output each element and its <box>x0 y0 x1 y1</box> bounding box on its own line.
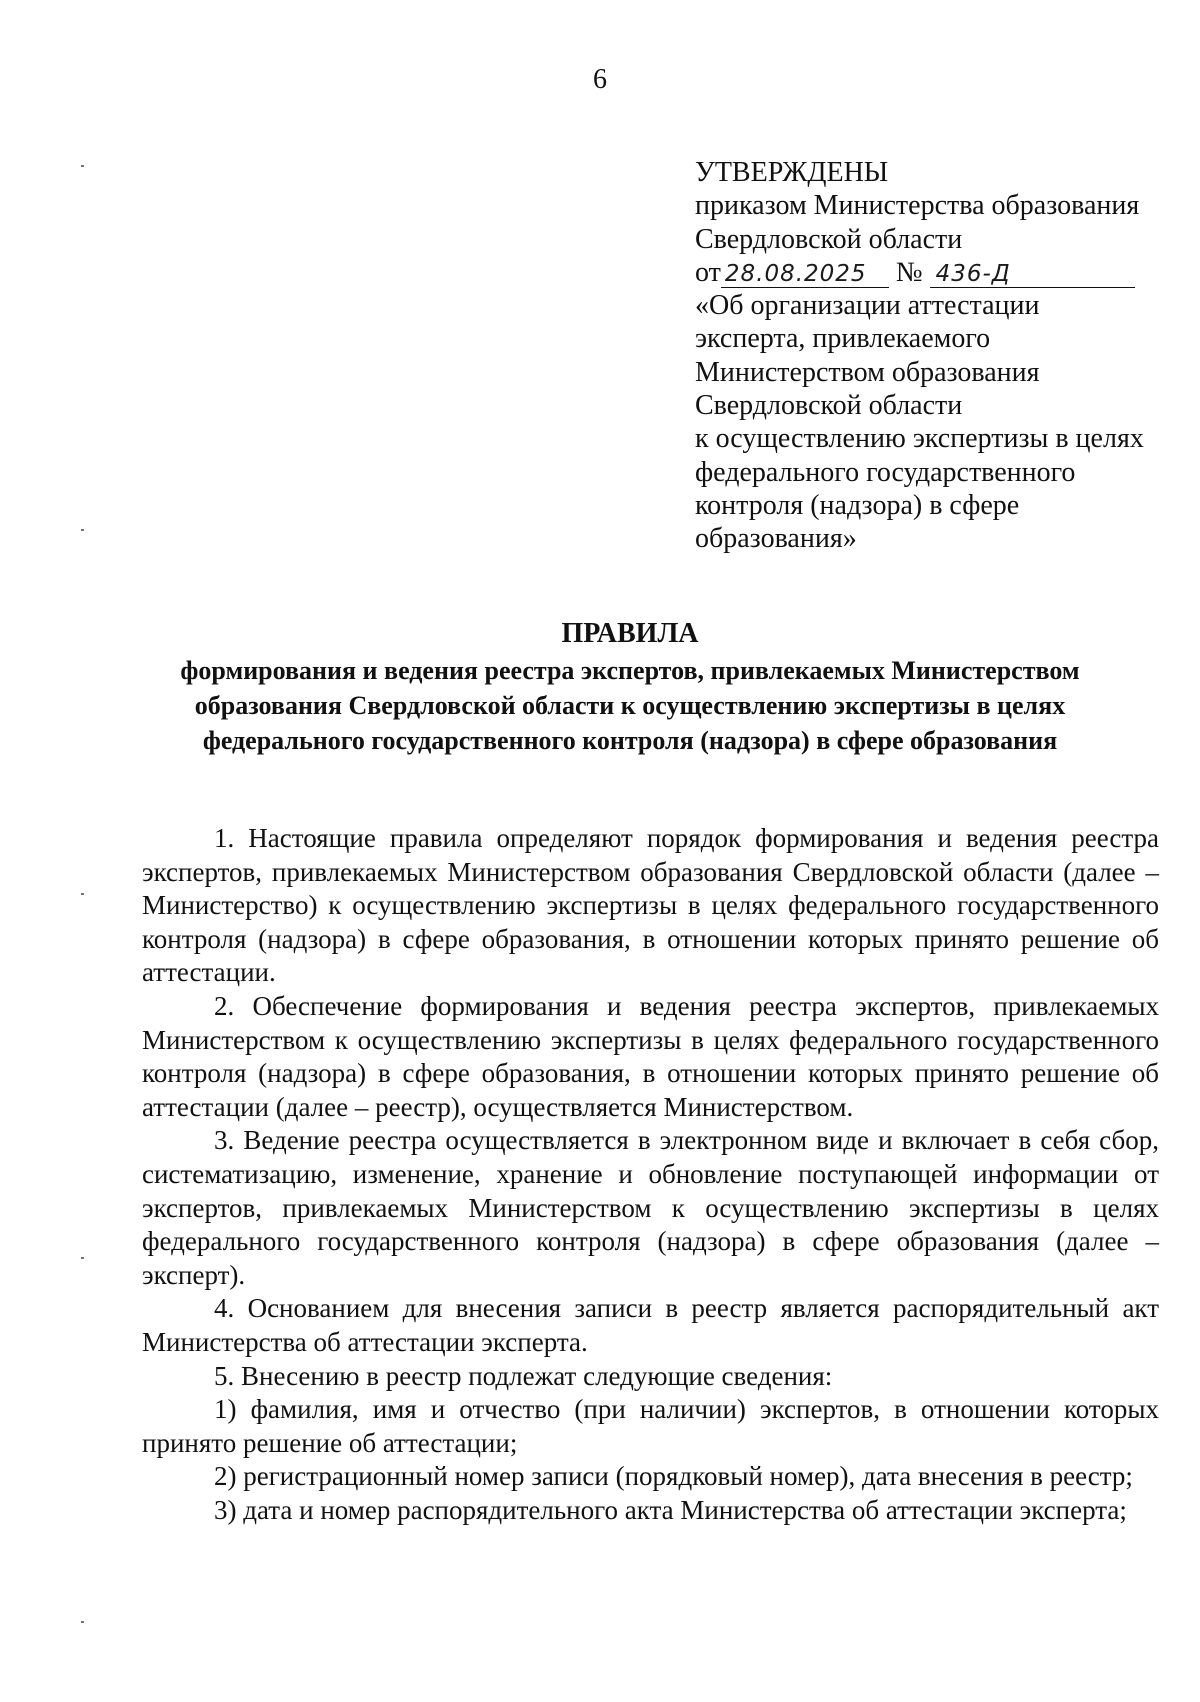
approval-block <box>695 156 1160 556</box>
order-title-line: федерального государственного <box>695 456 1076 488</box>
paragraph-4: 4. Основанием для внесения записи в реестр является распорядительный акт Министерства об аттестации эксперта. <box>142 1293 1159 1357</box>
scan-mark <box>81 529 84 531</box>
handwritten-date: 28.08.2025 <box>721 261 889 288</box>
date-prefix: от <box>695 256 721 288</box>
approval-heading: УТВЕРЖДЕНЫ <box>695 157 889 188</box>
order-title-line: эксперта, привлекаемого <box>695 323 991 355</box>
scan-mark <box>81 1257 84 1259</box>
order-title-line: Свердловской области <box>695 390 963 422</box>
order-title-line: к осуществлению экспертизы в целях <box>695 423 1144 455</box>
title-subtitle-line: федерального государственного контроля (надзора) в сфере образования <box>202 726 1058 755</box>
order-title-line: контроля (надзора) в сфере <box>695 489 1020 521</box>
paragraph-3: 3. Ведение реестра осуществляется в электронном виде и включает в себя сбор, систематизацию, изменение, хранение и обновление поступающей информации от экспертов, привлекаемых Министерством к осуществлению экспертизы в целях федерального государственного контроля (надзора) в сфере образования (далее – эксперт). <box>142 1125 1159 1290</box>
title-main: ПРАВИЛА <box>561 618 699 649</box>
list-item-2: 2) регистрационный номер записи (порядковый номер), дата внесения в реестр; <box>214 1461 1133 1492</box>
scan-mark <box>81 1621 84 1623</box>
title-subtitle-line: формирования и ведения реестра экспертов, привлекаемых Министерством <box>180 656 1080 685</box>
scan-mark <box>81 893 84 895</box>
document-title <box>130 616 1130 758</box>
title-subtitle-line: образования Свердловской области к осуществлению экспертизы в целях <box>194 691 1066 720</box>
order-title-line: образования» <box>695 523 857 555</box>
list-item-1: 1) фамилия, имя и отчество (при наличии) экспертов, в отношении которых принято решение об аттестации; <box>142 1394 1159 1458</box>
paragraph-5: 5. Внесению в реестр подлежат следующие сведения: <box>214 1360 833 1391</box>
number-prefix: № <box>895 256 923 288</box>
handwritten-order-number: 436-Д <box>930 261 1135 288</box>
order-title-line: «Об организации аттестации <box>695 290 1040 322</box>
order-title-line: Министерством образования <box>695 356 1040 388</box>
order-date-number-line <box>695 256 1160 289</box>
scan-mark <box>81 165 84 167</box>
list-item-3: 3) дата и номер распорядительного акта Министерства об аттестации эксперта; <box>214 1494 1127 1525</box>
paragraph-1: 1. Настоящие правила определяют порядок формирования и ведения реестра экспертов, привлекаемых Министерством образования Свердловской области (далее – Министерство) к осуществлению экспертизы в целях федерального государственного контроля (надзора) в сфере образования, в отношении которых принято решение об аттестации. <box>142 823 1159 988</box>
approval-line: приказом Министерства образования <box>695 190 1140 222</box>
paragraph-2: 2. Обеспечение формирования и ведения реестра экспертов, привлекаемых Министерством к осуществлению экспертизы в целях федерального государственного контроля (надзора) в сфере образования, в отношении которых принято решение об аттестации (далее – реестр), осуществляется Министерством. <box>142 990 1159 1122</box>
document-body <box>142 822 1159 1527</box>
page-number: 6 <box>593 64 607 95</box>
approval-line: Свердловской области <box>695 223 963 255</box>
